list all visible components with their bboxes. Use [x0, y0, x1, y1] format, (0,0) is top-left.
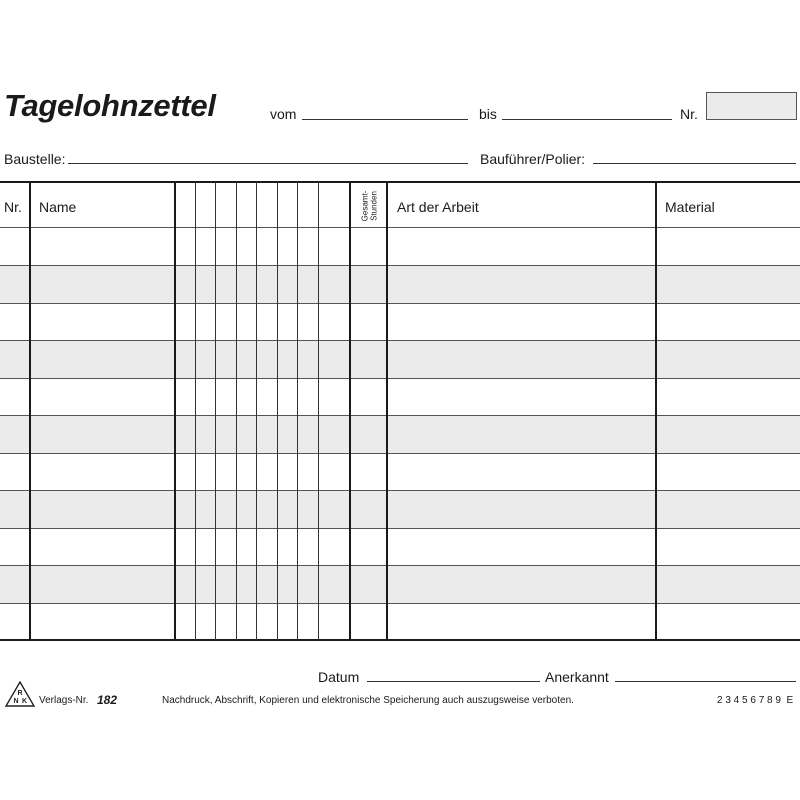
hour-column-divider — [318, 182, 319, 640]
row-band — [0, 340, 800, 378]
svg-text:N: N — [13, 698, 19, 705]
row-divider — [0, 378, 800, 379]
column-header-art-der-arbeit: Art der Arbeit — [397, 199, 479, 215]
verlag-number: 182 — [97, 693, 118, 707]
hour-column-divider — [195, 182, 196, 640]
column-divider — [349, 182, 351, 640]
row-divider — [0, 603, 800, 604]
hour-column-divider — [277, 182, 278, 640]
verlag-label: Verlags-Nr. — [39, 695, 89, 706]
svg-text:K: K — [21, 698, 28, 705]
row-divider — [0, 528, 800, 529]
column-divider — [386, 182, 388, 640]
bis-label: bis — [479, 106, 497, 122]
column-divider — [655, 182, 657, 640]
column-header-nr: Nr. — [4, 199, 22, 215]
row-divider — [0, 340, 800, 341]
row-divider — [0, 453, 800, 454]
gesamt-stunden-label: Gesamt- Stunden — [359, 190, 378, 222]
baustelle-field[interactable] — [68, 148, 468, 164]
row-divider — [0, 415, 800, 416]
svg-text:R: R — [17, 690, 23, 697]
print-code: 2 3 4 5 6 7 8 9 E — [717, 695, 794, 706]
baustelle-label: Baustelle: — [4, 151, 66, 167]
hour-column-divider — [256, 182, 257, 640]
hour-column-divider — [236, 182, 237, 640]
publisher-logo-icon — [5, 681, 35, 707]
row-divider — [0, 490, 800, 491]
table-top-border — [0, 181, 800, 183]
form-title: Tagelohnzettel — [4, 88, 216, 123]
column-divider — [174, 182, 176, 640]
column-header-name: Name — [39, 199, 77, 215]
row-divider — [0, 303, 800, 304]
hour-column-divider — [297, 182, 298, 640]
row-band — [0, 490, 800, 528]
row-divider — [0, 227, 800, 228]
table-bottom-border — [0, 639, 800, 641]
nr-label: Nr. — [680, 106, 698, 122]
bauleiter-field[interactable] — [593, 148, 796, 164]
vom-label: vom — [270, 106, 297, 122]
row-band — [0, 565, 800, 603]
bis-field[interactable] — [502, 104, 672, 120]
bauleiter-label: Bauführer/Polier: — [480, 151, 586, 167]
column-divider — [29, 182, 31, 640]
copyright-notice: Nachdruck, Abschrift, Kopieren und elektronische Speicherung auch auszugsweise verboten. — [162, 695, 574, 706]
datum-label: Datum — [318, 669, 360, 685]
row-band — [0, 265, 800, 303]
column-header-material: Material — [665, 199, 715, 215]
nr-field[interactable] — [706, 92, 797, 120]
hour-column-divider — [215, 182, 216, 640]
row-divider — [0, 565, 800, 566]
vom-field[interactable] — [302, 104, 468, 120]
anerkannt-field[interactable] — [615, 666, 796, 682]
column-header-gesamt-stunden — [352, 187, 386, 225]
row-divider — [0, 265, 800, 266]
datum-field[interactable] — [367, 666, 540, 682]
row-band — [0, 415, 800, 453]
anerkannt-label: Anerkannt — [545, 669, 609, 685]
